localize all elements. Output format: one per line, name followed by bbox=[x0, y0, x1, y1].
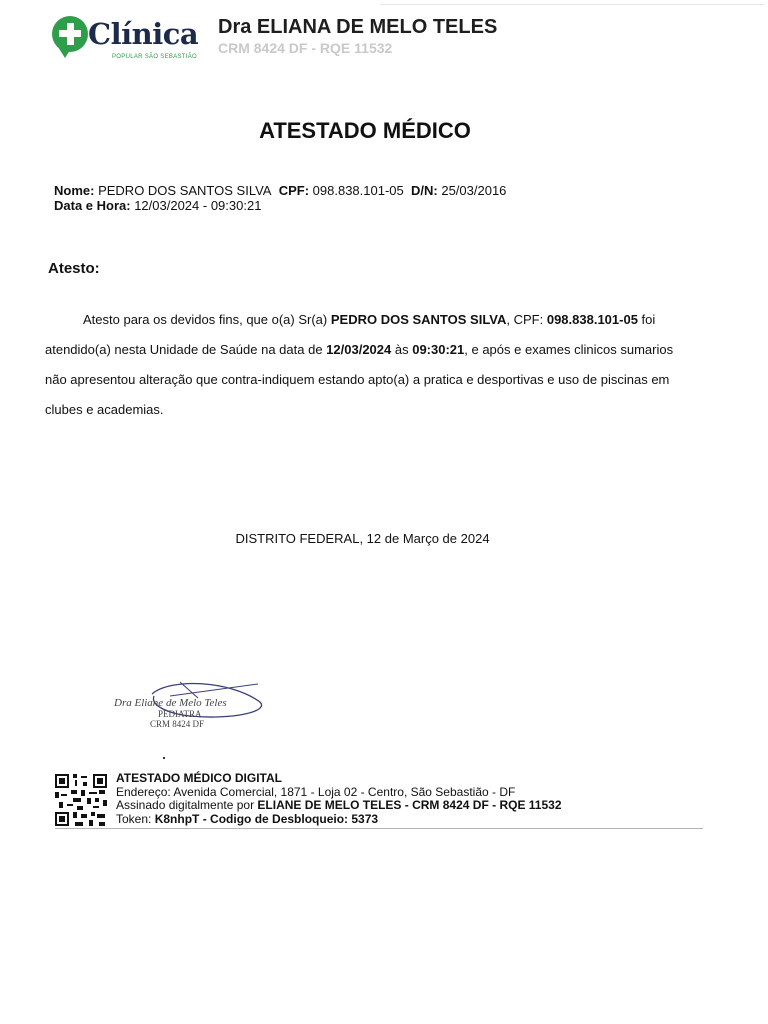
patient-dob: 25/03/2016 bbox=[441, 183, 507, 198]
body-text-1: Atesto para os devidos fins, que o(a) Sr(a) bbox=[83, 312, 331, 327]
body-patient-name: PEDRO DOS SANTOS SILVA bbox=[330, 312, 507, 327]
logo-wordmark: Clínica bbox=[88, 17, 199, 51]
certificate-body bbox=[45, 305, 685, 425]
dn-label: D/N: bbox=[411, 183, 438, 198]
doctor-name: Dra ELIANA DE MELO TELES bbox=[218, 16, 498, 38]
body-text-5: , e após e exames clinicos sumarios não apresentou alteração que contra-indiquem estando apto(a) a pratica e desportivas e uso de piscinas em clubes e academias. bbox=[45, 342, 674, 417]
footer-heading: ATESTADO MÉDICO DIGITAL bbox=[116, 771, 282, 785]
signed-by-line bbox=[116, 799, 562, 813]
body-text-3: foi atendido(a) nesta Unidade de Saúde na data de bbox=[45, 312, 656, 357]
datetime-label: Data e Hora: bbox=[54, 198, 131, 213]
unlock-label: - Codigo de Desbloqueio: bbox=[199, 811, 352, 826]
atesto-heading: Atesto: bbox=[48, 260, 100, 277]
clinic-address: Endereço: Avenida Comercial, 1871 - Loja 02 - Centro, São Sebastião - DF bbox=[116, 784, 516, 799]
signed-prefix: Assinado digitalmente por bbox=[116, 798, 258, 812]
medical-cross-icon bbox=[52, 16, 88, 52]
visit-datetime: 12/03/2024 - 09:30:21 bbox=[134, 198, 262, 213]
qr-code-icon bbox=[55, 774, 107, 826]
doctor-signature bbox=[110, 676, 280, 736]
patient-line-1 bbox=[54, 183, 506, 198]
patient-info bbox=[54, 183, 506, 213]
place-date: DISTRITO FEDERAL, 12 de Março de 2024 bbox=[235, 531, 490, 546]
doctor-registration: CRM 8424 DF - RQE 11532 bbox=[218, 40, 393, 56]
signature-crm: CRM 8424 DF bbox=[150, 719, 205, 729]
body-visit-time: 09:30:21 bbox=[412, 342, 465, 357]
logo-subtext: POPULAR SÃO SEBASTIÃO bbox=[112, 54, 197, 60]
stray-dot bbox=[163, 757, 165, 759]
cpf-label: CPF: bbox=[278, 183, 310, 198]
clinic-logo bbox=[52, 14, 202, 60]
footer-divider bbox=[55, 828, 703, 829]
body-patient-cpf: 098.838.101-05 bbox=[546, 312, 638, 327]
document-title: ATESTADO MÉDICO bbox=[259, 118, 471, 143]
footer-text bbox=[116, 772, 562, 826]
body-text-4: às bbox=[391, 342, 413, 357]
signature-name: Dra Eliane de Melo Teles bbox=[114, 697, 227, 709]
token-value: K8nhpT bbox=[154, 811, 200, 826]
token-line bbox=[116, 813, 562, 827]
name-label: Nome: bbox=[54, 183, 95, 198]
top-divider bbox=[380, 4, 765, 5]
patient-line-2 bbox=[54, 198, 506, 213]
unlock-code: 5373 bbox=[351, 811, 379, 826]
body-text-2: , CPF: bbox=[506, 312, 547, 327]
token-label: Token: bbox=[116, 811, 155, 826]
patient-name: PEDRO DOS SANTOS SILVA bbox=[98, 183, 272, 198]
signed-by: ELIANE DE MELO TELES - CRM 8424 DF - RQE 11532 bbox=[257, 798, 562, 812]
body-visit-date: 12/03/2024 bbox=[326, 342, 392, 357]
signature-specialty: PEDIATRA bbox=[158, 709, 202, 719]
patient-cpf: 098.838.101-05 bbox=[312, 183, 404, 198]
